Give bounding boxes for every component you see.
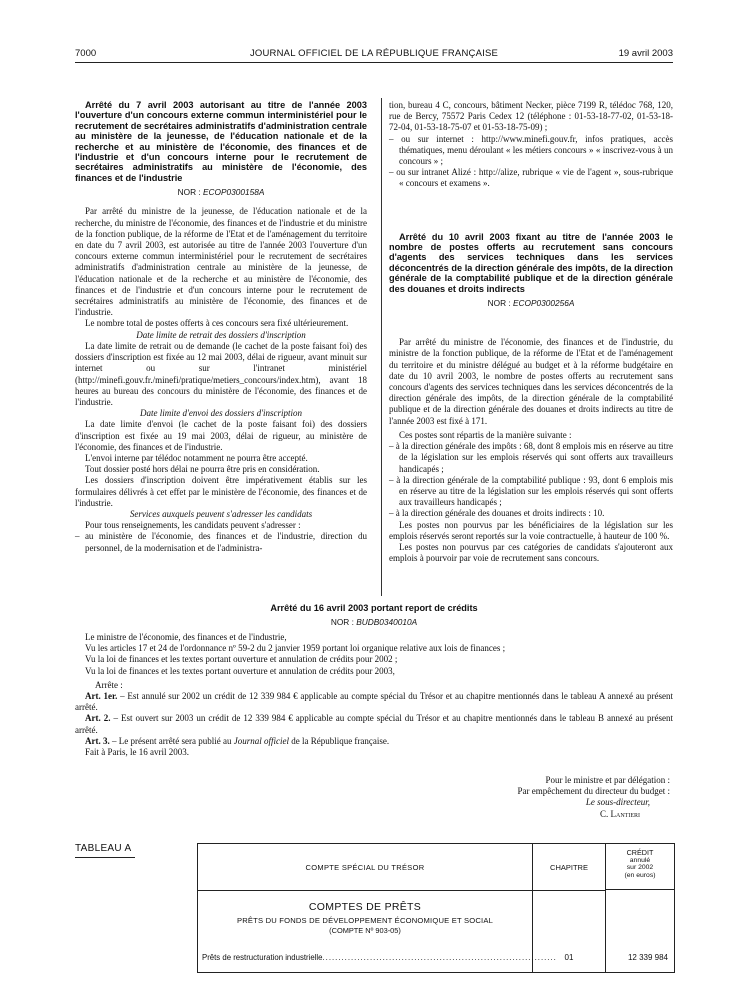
header-credit: CRÉDIT annulé sur 2002 (en euros) xyxy=(606,844,674,890)
left-column xyxy=(75,100,367,554)
paragraph: Vu la loi de finances et les textes portant ouverture et annulation de crédits pour 2003, xyxy=(85,665,395,676)
paragraph: L'envoi interne par télédoc notamment ne pourra être accepté. xyxy=(85,452,308,463)
bullet-item: – à la direction générale de la comptabilité publique : 93, dont 6 emplois mis en réserve au titre de la législation sur les emplois réservés qui sont offerts aux travailleurs handicapés ; xyxy=(389,474,673,508)
page-number: 7000 xyxy=(75,48,97,59)
paragraph: Pour tous renseignements, les candidats peuvent s'adresser : xyxy=(85,520,301,531)
nor-reference-2: NOR : ECOP0300256A xyxy=(487,298,575,309)
paragraph: Arrête : xyxy=(95,679,123,690)
paragraph: Le nombre total de postes offerts à ces concours sera fixé ultérieurement. xyxy=(85,318,349,329)
bullet-item: – ou sur internet : http://www.minefi.gouv.fr, infos pratiques, accès thématiques, menu déroulant « les métiers concours » « inscrivez-vous à un concours » ; xyxy=(389,133,673,167)
signature-block xyxy=(518,775,670,820)
decree-body xyxy=(75,632,673,758)
paragraph: Fait à Paris, le 16 avril 2003. xyxy=(85,747,189,758)
paragraph: Le ministre de l'économie, des finances et de l'industrie, xyxy=(85,632,287,642)
paragraph: tion, bureau 4 C, concours, bâtiment Necker, pièce 7199 R, télédoc 768, 120, rue de Bercy, 75572 Paris Cedex 12 (téléphone : 01-53-18-77-02, 01-53-18-72-04, 01-53-18-75-07 et 01-53-18-75-09) ; xyxy=(389,100,673,133)
signature-name: C. Lantieri xyxy=(600,808,640,819)
decree-title-2: Arrêté du 10 avril 2003 fixant au titre de l'année 2003 le nombre de postes offerts au recrutement sans concours d'agents des services techniques dans les services déconcentrés de la direction générale des impôts, de la direction générale de la comptabilité publique et de la direction générale des douanes et droits indirects xyxy=(389,231,673,294)
paragraph: Les dossiers d'inscription doivent être impérativement établis sur les formulaires délivrés à cet effet par le ministère de l'économie, des finances et de l'industrie. xyxy=(75,475,367,508)
signature-line: Par empêchement du directeur du budget : xyxy=(517,786,670,797)
nor-reference-1: NOR : ECOP0300158A xyxy=(177,187,265,198)
section-subtitle: Date limite d'envoi des dossiers d'inscription xyxy=(139,408,303,419)
paragraph: Tout dossier posté hors délai ne pourra être pris en considération. xyxy=(85,464,320,475)
right-column xyxy=(389,100,673,564)
signature-line: Pour le ministre et par délégation : xyxy=(545,775,670,785)
body-account xyxy=(198,891,557,972)
paragraph: La date limite d'envoi (le cachet de la poste faisant foi) des dossiers d'inscription est fixée au 19 mai 2003, délai de rigueur, au ministère de l'économie, des finances et de l'industrie. xyxy=(75,419,367,452)
article-3: Art. 3. – Le présent arrêté sera publié au Journal officiel de la République française. xyxy=(85,735,390,746)
paragraph: La date limite de retrait ou de demande (le cachet de la poste faisant foi) des dossiers d'inscription est fixée au 12 mai 2003, délai de rigueur, avant minuit sur internet ou sur l'intranet ministériel (http://minefi.gouv.fr./minefi/pratique/metiers_concours/index.htm), avant 18 heures au bureau des concours du ministère de l'économie, des finances et de l'industrie. xyxy=(75,340,367,407)
nor-reference-3: NOR : BUDB0340010A xyxy=(330,617,418,627)
bullet-item: – ou sur intranet Alizé : http://alize, rubrique « vie de l'agent », sous-rubrique « concours et examens ». xyxy=(389,167,673,189)
decree-title-3: Arrêté du 16 avril 2003 portant report de crédits xyxy=(270,603,478,613)
table-row-chapter: 01 xyxy=(564,953,574,962)
paragraph: Par arrêté du ministre de l'économie, des finances et de l'industrie, du ministre de la fonction publique, de la réforme de l'Etat et de l'aménagement du territoire et du ministre délégué au budget et à la réforme budgétaire en date du 10 avril 2003, le nombre de postes offerts au recrutement sans concours d'agents des services techniques dans les services déconcentrés de la direction générale des impôts, de la direction générale de la comptabilité publique et de la direction générale des douanes et droits indirects au titre de l'année 2003 est fixé à 171. xyxy=(389,337,673,426)
issue-date: 19 avril 2003 xyxy=(618,48,673,59)
section-subtitle: Services auxquels peuvent s'adresser les candidats xyxy=(129,508,313,519)
section-subtitle: Date limite de retrait des dossiers d'inscription xyxy=(136,329,306,340)
bullet-item: – au ministère de l'économie, des finances et de l'industrie, direction du personnel, de la modernisation et de l'administra- xyxy=(75,531,367,553)
header-account: COMPTE SPÉCIAL DU TRÉSOR xyxy=(198,844,533,891)
table-row-label: Prêts de restructuration industrielle.......................................................................... xyxy=(202,953,557,962)
journal-title: JOURNAL OFFICIEL DE LA RÉPUBLIQUE FRANÇAISE xyxy=(249,48,499,59)
body-chapter xyxy=(533,891,606,972)
credit-table xyxy=(197,843,675,973)
account-number: (COMPTE Nº 903-05) xyxy=(329,926,401,935)
paragraph: Les postes non pourvus par ces catégories de candidats s'ajouteront aux emplois à pourvoir par voie de recrutement sans concours. xyxy=(389,541,673,564)
article-1: Art. 1er. – Est annulé sur 2002 un crédit de 12 339 984 € applicable au compte spécial du Trésor et au chapitre mentionnés dans le tableau A annexé au présent arrêté. xyxy=(75,691,673,713)
bullet-item: – à la direction générale des impôts : 68, dont 8 emplois mis en réserve au titre de la législation sur les emplois réservés qui sont offerts aux travailleurs handicapés ; xyxy=(389,441,673,474)
section-title: COMPTES DE PRÊTS xyxy=(308,901,422,913)
paragraph: Les postes non pourvus par les bénéficiaires de la législation sur les emplois réservés seront reportés sur la voie contractuelle, à hauteur de 100 %. xyxy=(389,519,673,541)
leader-dots: .......................................................................... xyxy=(322,953,557,962)
table-row-amount: 12 339 984 xyxy=(627,953,668,962)
column-divider xyxy=(381,98,382,596)
table-label-rule xyxy=(75,857,135,858)
decree-title-1: Arrêté du 7 avril 2003 autorisant au titre de l'année 2003 l'ouverture d'un concours externe commun interministériel pour le recrutement de secrétaires administratifs d'administration centrale au ministère de la jeunesse, de l'éducation nationale et de la recherche et au ministère de l'économie, des finances et de l'industrie et d'un concours interne pour le recrutement de secrétaires administratifs au ministère de l'économie, des finances et de l'industrie xyxy=(75,100,367,183)
paragraph: Vu la loi de finances et les textes portant ouverture et annulation de crédits pour 2002 ; xyxy=(85,654,398,665)
section-subtitle: PRÊTS DU FONDS DE DÉVELOPPEMENT ÉCONOMIQUE ET SOCIAL xyxy=(236,916,494,925)
header-chapter: CHAPITRE xyxy=(533,844,606,891)
table-label: TABLEAU A xyxy=(75,843,132,854)
header-rule xyxy=(75,62,673,63)
signature-title: Le sous-directeur, xyxy=(585,797,650,808)
bullet-item: – à la direction générale des douanes et droits indirects : 10. xyxy=(389,508,605,519)
paragraph: Ces postes sont répartis de la manière suivante : xyxy=(399,429,572,440)
body-credit xyxy=(606,891,674,972)
article-2: Art. 2. – Est ouvert sur 2003 un crédit de 12 339 984 € applicable au compte spécial du Trésor et au chapitre mentionnés dans le tableau B annexé au présent arrêté. xyxy=(75,713,673,735)
paragraph: Vu les articles 17 et 24 de l'ordonnance nº 59-2 du 2 janvier 1959 portant loi organique relative aux lois de finances ; xyxy=(85,643,506,654)
paragraph: Par arrêté du ministre de la jeunesse, de l'éducation nationale et de la recherche, du ministre de l'économie, des finances et de l'industrie et du ministre de la fonction publique, de la réforme de l'Etat et de l'aménagement du territoire en date du 7 avril 2003, est autorisée au titre de l'année 2003 l'ouverture d'un concours externe commun interministériel pour le recrutement de secrétaires administratifs d'administration centrale au ministère de la jeunesse, de l'éducation nationale et de la recherche et au ministère de l'économie, des finances et de l'industrie et d'un concours interne pour le recrutement de secrétaires administratifs au ministère de l'économie, des finances et de l'industrie. xyxy=(75,206,367,318)
